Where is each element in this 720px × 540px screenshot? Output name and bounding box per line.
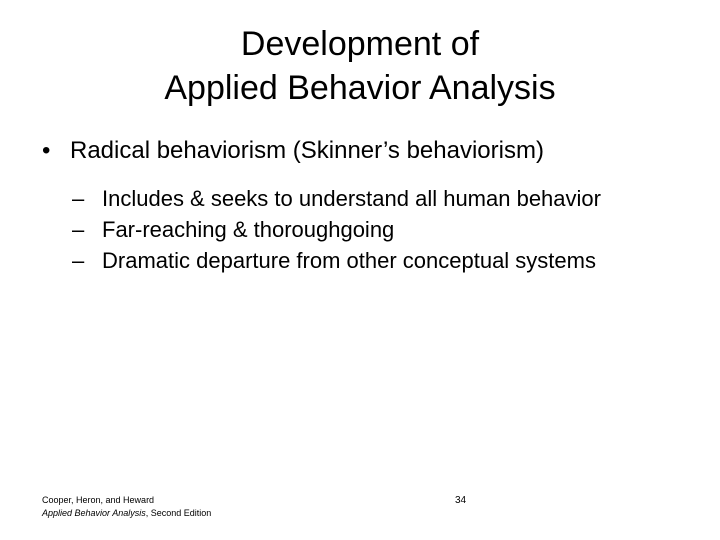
sub-bullet-item [72,247,682,275]
footer-edition: , Second Edition [145,508,212,518]
bullet-main-text: Radical behaviorism (Skinner’s behaviorism) [70,137,544,164]
dash-marker: – [72,248,85,273]
slide-title [0,22,720,110]
bullet-main [42,134,682,167]
sub-bullet-text: Dramatic departure from other conceptual systems [102,248,596,273]
slide-title-line-1: Development of [240,25,480,63]
bullet-marker: • [42,137,51,164]
slide-title-line-2: Applied Behavior Analysis [164,69,556,107]
sub-bullet-item [72,185,682,213]
footer-citation [42,494,211,520]
footer-authors: Cooper, Heron, and Heward [42,495,155,505]
sub-bullet-text: Far-reaching & thoroughgoing [102,217,395,242]
dash-marker: – [72,217,85,242]
sub-bullet-list [42,185,682,275]
sub-bullet-item [72,216,682,244]
page-number: 34 [455,495,467,506]
footer-book-line [42,507,211,520]
footer-book-title: Applied Behavior Analysis [42,508,146,518]
sub-bullet-text: Includes & seeks to understand all human behavior [102,186,601,211]
dash-marker: – [72,186,85,211]
bullet-list [42,134,682,278]
